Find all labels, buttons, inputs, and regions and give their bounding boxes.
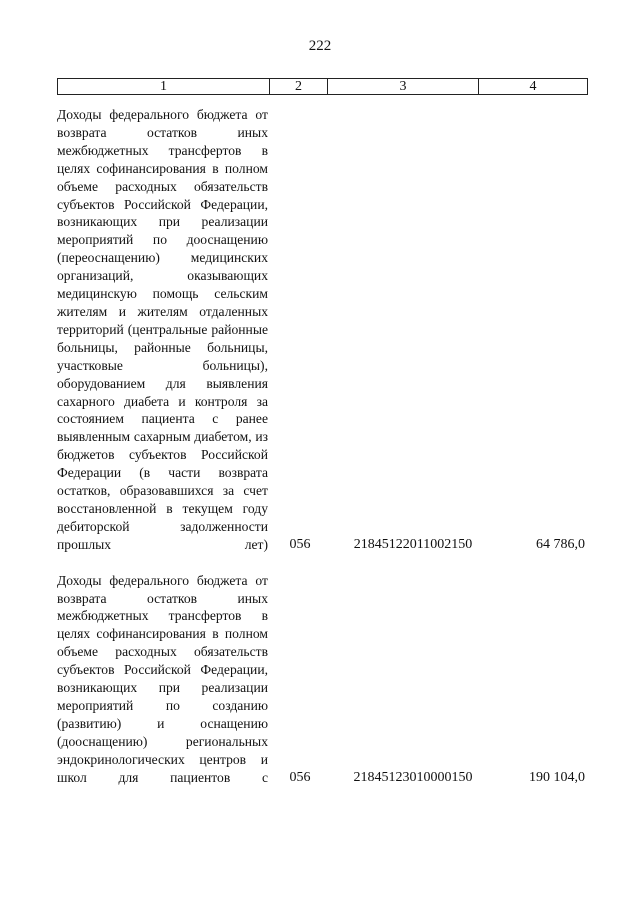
page-number: 222: [308, 38, 332, 54]
table-body: [57, 106, 588, 805]
row-amount: 190 104,0: [529, 769, 585, 785]
header-col-2: 2: [270, 79, 328, 95]
row-name: Доходы федерального бюджета от возврата остатков иных межбюджетных трансфертов в целях софинансирования в полном объеме расходных обязательств субъектов Российской Федерации, возникающих при реализации мероприятий по созданию (развитию) и оснащению (дооснащению) региональных эндокринологических центров и школ для пациентов с: [57, 572, 268, 785]
header-col-3: 3: [328, 79, 479, 95]
row-name: Доходы федерального бюджета от возврата остатков иных межбюджетных трансфертов в целях софинансирования в полном объеме расходных обязательств субъектов Российской Федерации, возникающих при реализации мероприятий по дооснащению (переоснащению) медицинских организаций, оказывающих медицинскую помощь сельским жителям и жителям отдаленных территорий (центральные районные больницы, районные больницы, участковые больницы), оборудованием для выявления сахарного диабета и контроля за состоянием пациента с ранее выявленным сахарным диабетом, из бюджетов субъектов Российской Федерации (в части возврата остатков, образовавшихся за счет восстановленной в текущем году дебиторской задолженности прошлых лет): [57, 107, 268, 552]
table-row: [57, 106, 588, 554]
table-header: [57, 78, 588, 95]
header-col-4: 4: [479, 79, 588, 95]
header-col-1: 1: [58, 79, 270, 95]
row-admin-code: 056: [289, 536, 311, 552]
row-kbk: 21845123010000150: [353, 769, 473, 785]
row-kbk: 21845122011002150: [353, 536, 473, 552]
row-amount: 64 786,0: [536, 536, 585, 552]
table-row: [57, 572, 588, 787]
row-admin-code: 056: [289, 769, 311, 785]
